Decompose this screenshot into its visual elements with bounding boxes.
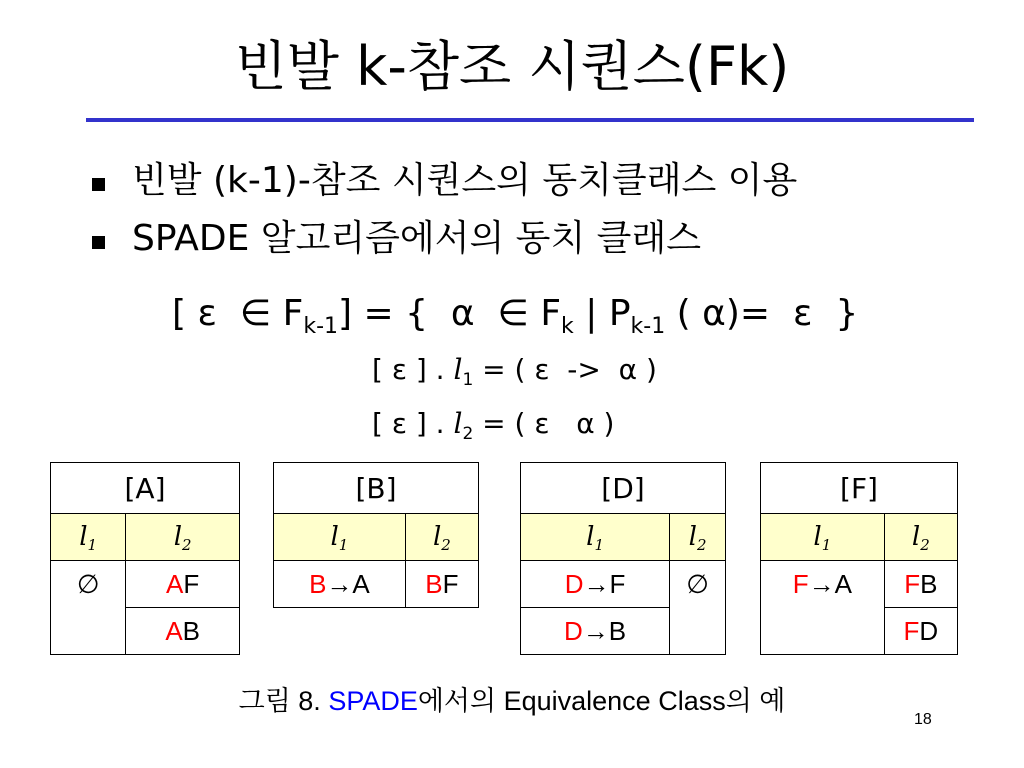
bullet-text: 빈발 (k-1)-참조 시퀀스의 동치클래스 이용 — [132, 160, 798, 201]
column-sub: 1 — [594, 536, 604, 554]
formula-variable: l — [453, 353, 463, 386]
cell-prefix: B — [309, 568, 327, 599]
cell-prefix: F — [903, 615, 920, 646]
column-var: l — [330, 522, 339, 552]
table-cell — [670, 561, 726, 655]
square-bullet-icon — [92, 178, 105, 191]
column-var: l — [79, 522, 88, 552]
table-cell — [761, 561, 885, 655]
cell-rest: →A — [326, 568, 370, 599]
table-cell — [884, 561, 957, 608]
cell-rest: F — [442, 568, 459, 599]
table-cell — [405, 561, 478, 608]
formula-subscript: k-1 — [303, 314, 339, 339]
formula-suffix: = ( ε -> α ) — [473, 353, 657, 386]
cell-rest: →A — [808, 569, 852, 599]
table-header: [F] — [761, 463, 958, 514]
cell-prefix: A — [166, 568, 184, 599]
column-var: l — [432, 522, 442, 552]
equivalence-class-formula — [172, 292, 859, 339]
column-label-l1 — [51, 514, 126, 561]
column-label-l1 — [274, 514, 406, 561]
formula-variable: l — [453, 407, 463, 440]
title-underline — [86, 118, 974, 122]
slide-title: 빈발 k-참조 시퀀스(Fk) — [234, 35, 790, 98]
caption-prefix: 그림 8. — [238, 686, 329, 716]
column-label-l2 — [884, 514, 957, 561]
column-label-l2 — [405, 514, 478, 561]
formula-prefix: [ ε ] . — [372, 353, 454, 386]
equivalence-table-a — [50, 462, 240, 655]
table-cell — [521, 561, 670, 608]
equivalence-table-f — [760, 462, 958, 655]
cell-rest: B — [920, 568, 938, 599]
formula-subscript: 1 — [462, 370, 474, 390]
table-header: [B] — [274, 463, 479, 514]
cell-rest: F — [183, 568, 200, 599]
column-label-l1 — [761, 514, 885, 561]
page-number: 18 — [914, 711, 932, 728]
cell-prefix: F — [792, 569, 809, 599]
formula-part: ] = { α ∈ F — [338, 293, 562, 334]
column-sub: 2 — [696, 536, 707, 554]
column-sub: 2 — [441, 536, 451, 554]
table-cell — [51, 561, 126, 655]
column-label-l2 — [670, 514, 726, 561]
equivalence-table-d — [520, 462, 726, 655]
table-cell — [274, 561, 406, 608]
column-label-l1 — [521, 514, 670, 561]
formula-subscript: k — [561, 314, 574, 339]
l2-formula — [372, 406, 614, 442]
table-cell — [884, 608, 957, 655]
formula-prefix: [ ε ] . — [372, 407, 454, 440]
bullet-list — [92, 152, 797, 268]
column-var: l — [586, 522, 595, 552]
column-var: l — [813, 522, 822, 552]
square-bullet-icon — [92, 236, 105, 249]
formula-subscript: k-1 — [630, 314, 666, 339]
table-header: [A] — [51, 463, 240, 514]
bullet-item — [92, 210, 797, 268]
column-sub: 1 — [87, 536, 98, 554]
equivalence-table-b — [273, 462, 479, 608]
cell-rest: →B — [582, 615, 627, 646]
caption-suffix: 에서의 Equivalence Class의 예 — [417, 686, 786, 716]
figure-caption — [0, 684, 1024, 718]
caption-highlight: SPADE — [328, 686, 418, 716]
column-sub: 1 — [338, 536, 349, 554]
table-header: [D] — [521, 463, 726, 514]
empty-set-symbol: ∅ — [686, 570, 709, 600]
formula-subscript: 2 — [462, 424, 474, 444]
cell-prefix: B — [425, 568, 443, 599]
table-cell — [521, 608, 670, 655]
column-label-l2 — [126, 514, 240, 561]
l1-formula — [372, 352, 657, 388]
formula-suffix: = ( ε α ) — [473, 407, 615, 440]
column-sub: 1 — [821, 536, 832, 554]
column-sub: 2 — [182, 536, 192, 554]
column-var: l — [173, 522, 183, 552]
empty-set-symbol: ∅ — [76, 570, 100, 600]
column-var: l — [688, 522, 697, 552]
cell-prefix: D — [564, 568, 584, 599]
cell-rest: B — [182, 615, 200, 646]
cell-prefix: F — [904, 568, 921, 599]
formula-part: ( α)= ε } — [665, 293, 859, 334]
column-sub: 2 — [920, 536, 930, 554]
bullet-text: SPADE 알고리즘에서의 동치 클래스 — [132, 218, 701, 259]
formula-part: [ ε ∈ F — [172, 293, 304, 334]
column-var: l — [911, 522, 921, 552]
cell-prefix: D — [563, 615, 583, 646]
table-cell — [126, 608, 240, 655]
table-cell — [126, 561, 240, 608]
bullet-item — [92, 152, 797, 210]
cell-prefix: A — [165, 615, 183, 646]
cell-rest: D — [919, 615, 939, 646]
formula-part: | P — [573, 293, 631, 334]
cell-rest: →F — [583, 568, 626, 599]
